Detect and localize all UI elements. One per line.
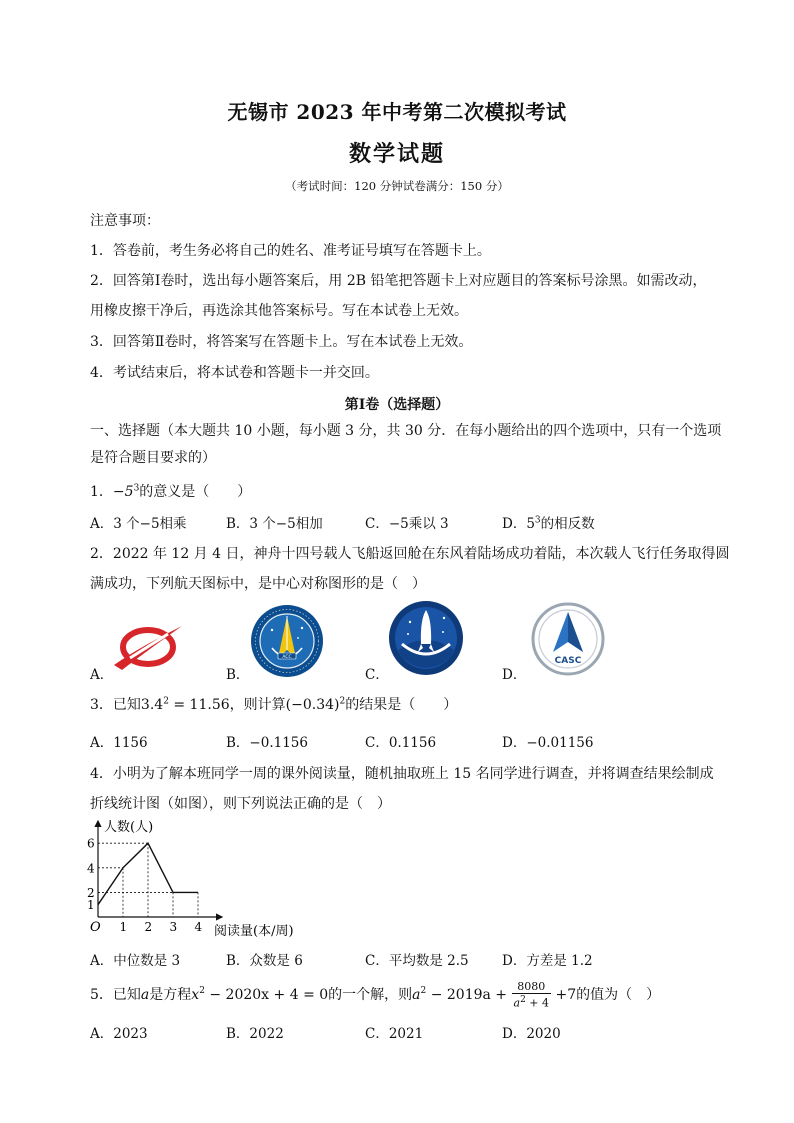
note-2-cont: 用橡皮擦干净后，再选涂其他答案标号。写在本试卷上无效。 [90, 303, 468, 319]
section-title: 第Ⅰ卷（选择题） [344, 397, 450, 413]
q5-stem: 5．已知a是方程$x^2 - 2020x + 4 = 0$的一个解，则$a^2 - 2019a$ + $\frac{8080}{a^2 + 4}$ +7的值为（ ） [90, 980, 661, 1010]
q1-option-b[interactable]: B．3 个−5相加 [226, 516, 323, 532]
q4-option-d[interactable]: D．方差是 1.2 [502, 953, 593, 969]
q3-stem: 3．已知$3.4^2 = 11.56$，则计算$(-0.34)^2$的结果是（ ） [90, 696, 458, 713]
section-intro-2: 是符合题目要求的） [90, 450, 216, 466]
logo-b-astronaut-center-icon[interactable] [250, 604, 324, 678]
note-4: 4．考试结束后，将本试卷和答题卡一并交回。 [90, 365, 379, 381]
subject-title: 数学试题 [348, 141, 445, 167]
q1-option-a[interactable]: A．3 个−5相乘 [90, 516, 187, 532]
chart-y-tick-label: 4 [87, 861, 95, 876]
q2-stem-1: 2．2022 年 12 月 4 日，神舟十四号载人飞船返回舱在东风着陆场成功着陆，本次载人飞行任务取得圆 [90, 546, 730, 562]
q3-option-c[interactable]: C．0.1156 [365, 735, 437, 751]
q4-option-c[interactable]: C．平均数是 2.5 [365, 953, 469, 969]
q4-option-a[interactable]: A．中位数是 3 [90, 953, 181, 969]
q2-stem-2: 满成功，下列航天图标中，是中心对称图形的是（ ） [90, 576, 426, 592]
q4-stem-2: 折线统计图（如图），则下列说法正确的是（ ） [90, 796, 391, 812]
notes-heading: 注意事项： [90, 213, 160, 229]
q3-option-a[interactable]: A．1156 [90, 735, 148, 751]
chart-y-tick-label: 2 [87, 885, 95, 900]
logo-c-rocket-icon[interactable] [388, 600, 464, 676]
q5-option-c[interactable]: C．2021 [365, 1026, 424, 1042]
q4-option-b[interactable]: B．众数是 6 [226, 953, 303, 969]
chart-y-tick-label: 6 [87, 836, 95, 851]
q2-option-c-label[interactable]: C． [365, 667, 389, 683]
q2-option-d-label[interactable]: D． [502, 667, 527, 683]
chart-origin-label: O [90, 920, 101, 935]
chart-x-tick-label: 1 [119, 920, 128, 934]
q1-option-d[interactable]: D．$5^3$的相反数 [502, 515, 595, 532]
q5-option-d[interactable]: D．2020 [502, 1026, 561, 1042]
chart-x-tick-label: 2 [144, 920, 153, 934]
section-intro-1: 一、选择题（本大题共 10 小题，每小题 3 分，共 30 分．在每小题给出的四个选项中，只有一个选项 [90, 423, 722, 439]
q3-option-d[interactable]: D．−0.01156 [502, 735, 594, 751]
q5-option-a[interactable]: A．2023 [90, 1026, 148, 1042]
q2-option-a-label[interactable]: A． [90, 667, 114, 683]
q2-option-b-label[interactable]: B． [226, 667, 250, 683]
chart-y-tick-label: 1 [87, 898, 95, 913]
exam-title: 无锡市 2023 年中考第二次模拟考试 [227, 100, 567, 124]
logo-d-casc-icon[interactable] [531, 602, 605, 676]
logo-b-text: ACC [282, 655, 292, 660]
q5-fraction: $\frac{8080}{a^2 + 4}$ [513, 980, 550, 1010]
logo-d-text: CASC [554, 656, 582, 666]
note-2: 2．回答第Ⅰ卷时，选出每小题答案后，用 2B 铅笔把答题卡上对应题目的答案标号涂黑。如需改动， [90, 273, 707, 289]
q1-stem: 1．$-5^3$的意义是（ ） [90, 483, 252, 500]
q3-option-b[interactable]: B．−0.1156 [226, 735, 308, 751]
q5-option-b[interactable]: B．2022 [226, 1026, 284, 1042]
chart-y-label: 人数(人) [104, 820, 154, 835]
exam-info: （考试时间：120 分钟试卷满分：150 分） [285, 179, 509, 193]
chart-x-label: 阅读量(本/周) [214, 924, 294, 939]
note-3: 3．回答第Ⅱ卷时，将答案写在答题卡上。写在本试卷上无效。 [90, 334, 473, 350]
chart-x-tick-label: 3 [169, 920, 178, 934]
q4-stem-1: 4．小明为了解本班同学一周的课外阅读量，随机抽取班上 15 名同学进行调查，并将调查结果绘制成 [90, 766, 714, 782]
note-1: 1．答卷前，考生务必将自己的姓名、准考证号填写在答题卡上。 [90, 243, 491, 259]
q1-option-c[interactable]: C．−5乘以 3 [365, 516, 449, 532]
chart-x-tick-label: 4 [194, 920, 203, 934]
logo-a-red-swoosh-icon[interactable] [108, 620, 188, 674]
q4-line-chart [82, 815, 312, 940]
